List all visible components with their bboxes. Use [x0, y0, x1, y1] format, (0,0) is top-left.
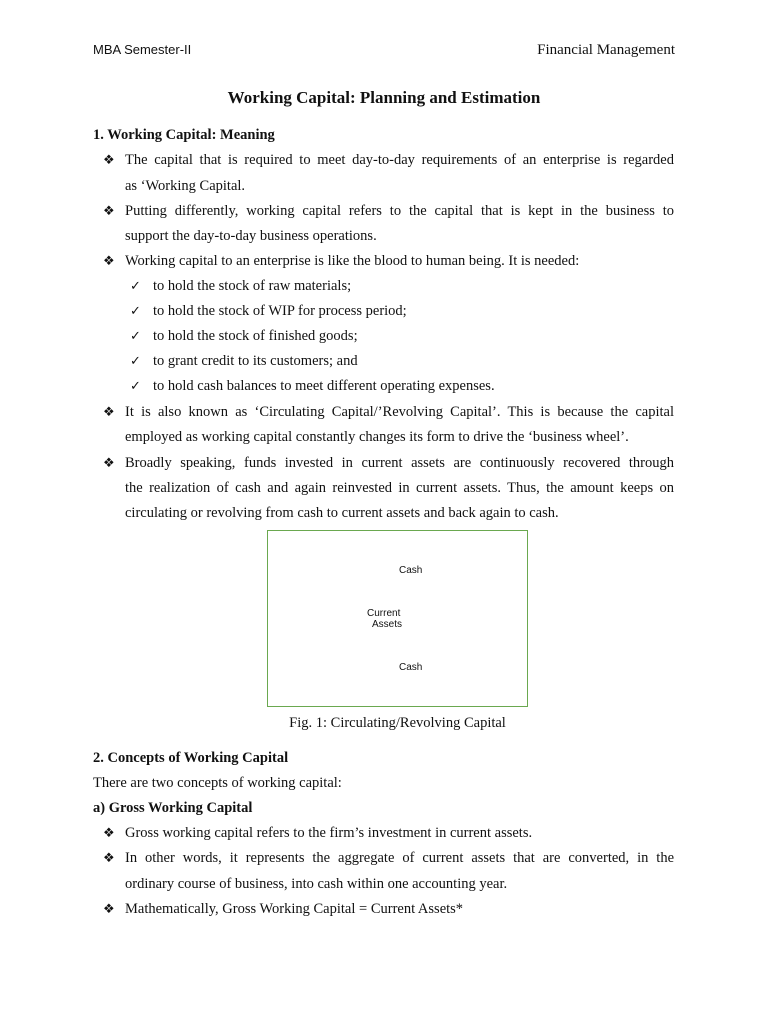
diamond-bullet-icon: ❖: [103, 203, 115, 218]
check-item-1: to hold the stock of raw materials;: [153, 278, 352, 294]
gross-bullet-2-line-1: In other words, it represents the aggregate of current assets that are converted, in the: [125, 850, 674, 866]
diamond-bullet-icon: ❖: [103, 825, 115, 840]
checkmark-icon: ✓: [130, 378, 141, 393]
meaning-bullet-1-line-1: The capital that is required to meet day-to-day requirements of an enterprise is regarded: [125, 152, 674, 168]
section-2-intro: There are two concepts of working capital:: [93, 775, 342, 791]
meaning-bullet-5-line-1: Broadly speaking, funds invested in current assets are continuously recovered through: [125, 455, 674, 471]
header-course: MBA Semester-II: [93, 42, 192, 57]
diamond-bullet-icon: ❖: [103, 253, 115, 268]
check-item-3: to hold the stock of finished goods;: [153, 328, 358, 344]
figure-caption: Fig. 1: Circulating/Revolving Capital: [289, 715, 506, 731]
checkmark-icon: ✓: [130, 328, 141, 343]
gross-working-capital-heading: a) Gross Working Capital: [93, 800, 253, 816]
figure-label-cash-top: Cash: [399, 565, 423, 576]
checkmark-icon: ✓: [130, 353, 141, 368]
check-item-4: to grant credit to its customers; and: [153, 353, 358, 369]
header-subject: Financial Management: [537, 42, 675, 58]
checkmark-icon: ✓: [130, 278, 141, 293]
meaning-bullet-2-line-1: Putting differently, working capital refers to the capital that is kept in the business to: [125, 203, 674, 219]
figure-label-cash-bottom: Cash: [399, 662, 423, 673]
document-title: Working Capital: Planning and Estimation: [227, 88, 541, 107]
section-2-heading: 2. Concepts of Working Capital: [93, 750, 289, 766]
diamond-bullet-icon: ❖: [103, 152, 115, 167]
figure-label-current-assets-2: Assets: [372, 619, 403, 630]
page-header: [93, 42, 675, 62]
diamond-bullet-icon: ❖: [103, 850, 115, 865]
gross-bullet-1: Gross working capital refers to the firm’s investment in current assets.: [125, 825, 533, 841]
meaning-bullet-5-line-3: circulating or revolving from cash to current assets and back again to cash.: [125, 505, 559, 521]
meaning-bullet-5-line-2: the realization of cash and again reinvested in current assets. Thus, the amount keeps on: [125, 480, 674, 496]
gross-bullet-2-line-2: ordinary course of business, into cash within one accounting year.: [125, 876, 508, 892]
meaning-bullet-2-line-2: support the day-to-day business operations.: [125, 228, 377, 244]
checkmark-icon: ✓: [130, 303, 141, 318]
meaning-bullet-4-line-1: It is also known as ‘Circulating Capital/’Revolving Capital’. This is because the capital: [125, 404, 674, 420]
figure-label-current-assets-1: Current: [367, 608, 401, 619]
gross-bullet-3: Mathematically, Gross Working Capital = Current Assets*: [125, 901, 464, 917]
check-item-5: to hold cash balances to meet different operating expenses.: [153, 378, 495, 394]
meaning-bullet-4-line-2: employed as working capital constantly changes its form to drive the ‘business wheel’.: [125, 429, 629, 445]
circulating-capital-figure: [267, 530, 528, 707]
diamond-bullet-icon: ❖: [103, 404, 115, 419]
meaning-bullet-3: Working capital to an enterprise is like the blood to human being. It is needed:: [125, 253, 580, 269]
section-1-heading: 1. Working Capital: Meaning: [93, 127, 275, 143]
diamond-bullet-icon: ❖: [103, 901, 115, 916]
meaning-bullet-1-line-2: as ‘Working Capital.: [125, 178, 246, 194]
diamond-bullet-icon: ❖: [103, 455, 115, 470]
check-item-2: to hold the stock of WIP for process period;: [153, 303, 407, 319]
